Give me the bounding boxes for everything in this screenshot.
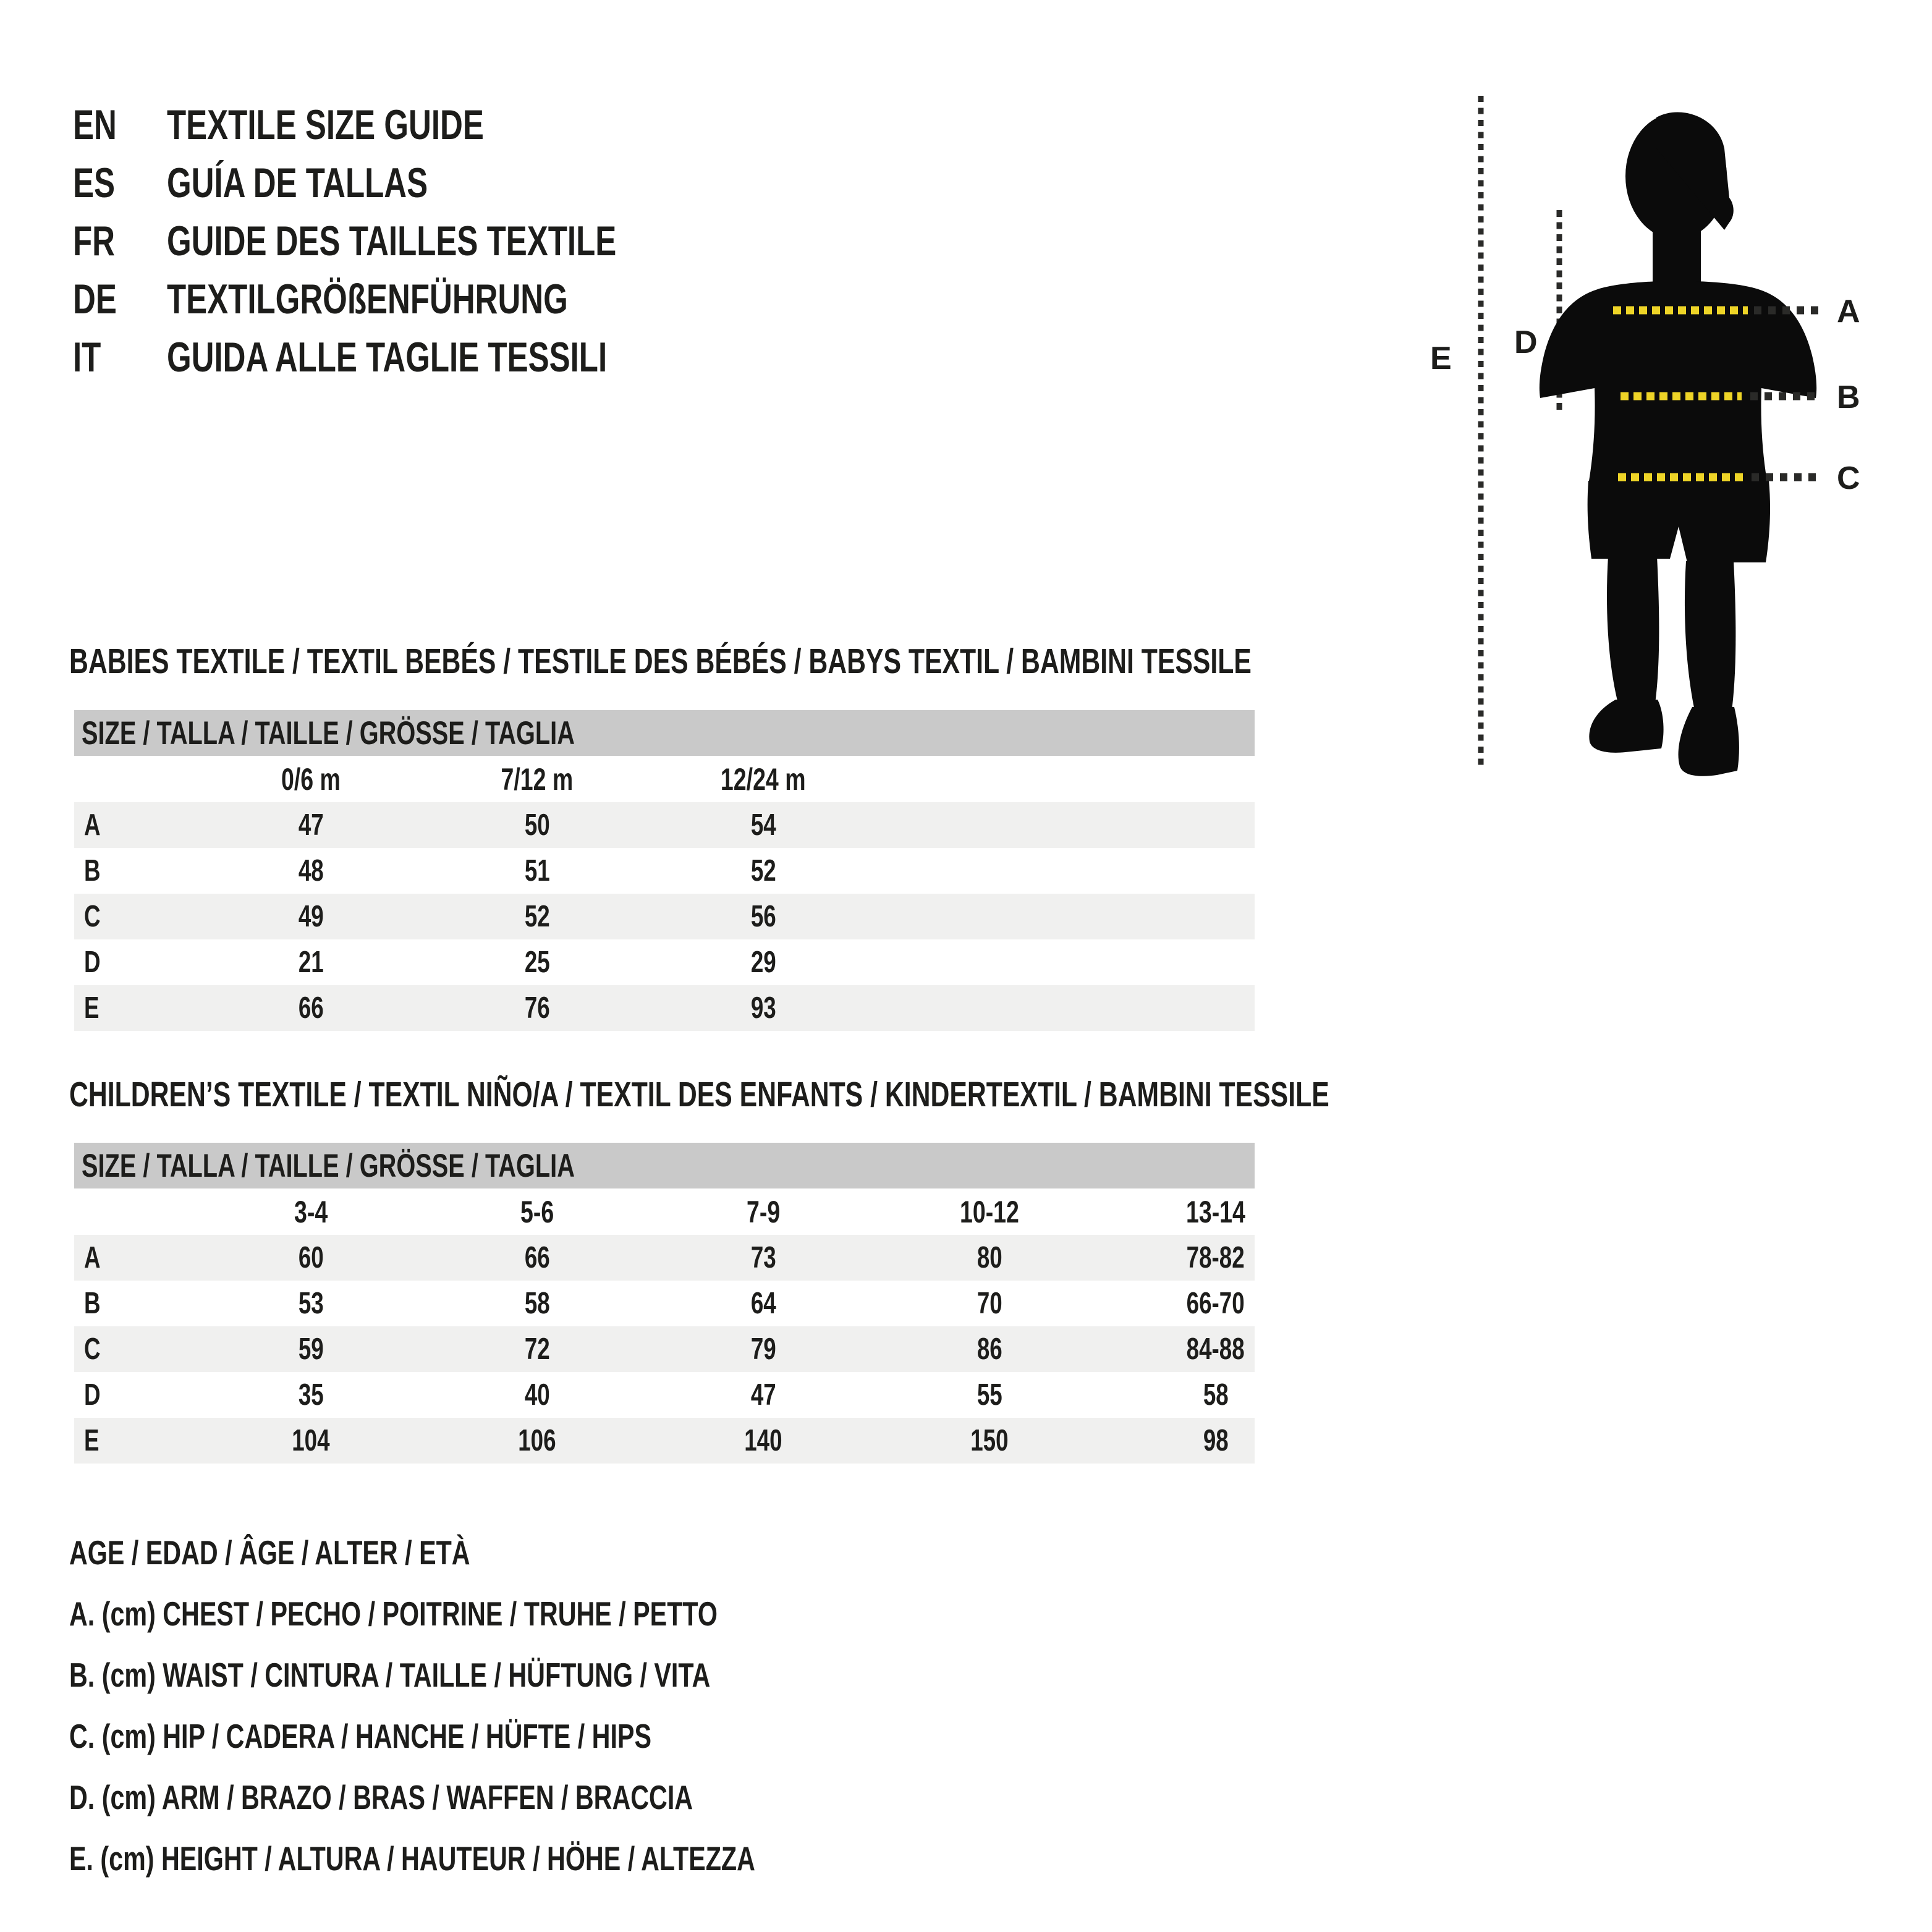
figure-label-d: D: [1514, 324, 1538, 360]
value-cell-text: 53: [298, 1287, 324, 1320]
value-cell: [424, 854, 650, 888]
row-label: [74, 991, 198, 1025]
value-cell-text: 56: [750, 900, 776, 933]
table-row: [74, 848, 1255, 894]
language-title: [167, 159, 515, 207]
value-cell: [198, 1423, 424, 1458]
value-cell: [876, 1286, 1103, 1321]
language-code: [73, 275, 167, 323]
value-cell-text: 35: [298, 1378, 324, 1412]
value-cell: [424, 1378, 650, 1412]
row-label-text: A: [84, 808, 101, 842]
value-cell-text: 29: [750, 946, 776, 979]
value-cell-text: 104: [292, 1424, 330, 1457]
column-header-cell-text: 0/6 m: [281, 761, 341, 797]
row-label: [74, 945, 198, 980]
table-row: [74, 1372, 1255, 1418]
legend-line: [69, 1522, 984, 1583]
value-cell-text: 140: [744, 1424, 782, 1457]
table-row: [74, 1281, 1255, 1326]
row-label: [74, 1240, 198, 1275]
value-cell-text: 55: [977, 1378, 1002, 1412]
legend-line-text: D. (cm) ARM / BRAZO / BRAS / WAFFEN / BRACCIA: [69, 1777, 693, 1816]
row-label-text: A: [84, 1241, 101, 1274]
column-header-cell-text: 7/12 m: [501, 761, 574, 797]
row-label: [74, 1378, 198, 1412]
children-size-table: [74, 1143, 1255, 1464]
babies-section-title: BABIES TEXTILE / TEXTIL BEBÉS / TESTILE DES BÉBÉS / BABYS TEXTIL / BAMBINI TESSILE: [69, 642, 1252, 681]
row-label-text: E: [84, 1424, 100, 1457]
value-cell: [650, 1286, 876, 1321]
language-title-text: TEXTILGRÖßENFÜHRUNG: [167, 276, 568, 323]
babies-size-table: [74, 710, 1255, 1031]
value-cell-text: 80: [977, 1241, 1002, 1274]
value-cell-text: 58: [1203, 1378, 1229, 1412]
value-cell-text: 64: [750, 1287, 776, 1320]
value-cell: [876, 1378, 1103, 1412]
value-cell: [650, 1378, 876, 1412]
value-cell: [1103, 1286, 1329, 1321]
column-header-cell-text: 3-4: [294, 1194, 328, 1229]
column-header-cell: [424, 761, 650, 797]
column-header-cell: [424, 1194, 650, 1230]
figure-label-e: E: [1430, 341, 1452, 376]
table-row: [74, 985, 1255, 1031]
column-header-cell-text: 10-12: [960, 1194, 1019, 1229]
column-header-cell: [650, 761, 876, 797]
row-label-text: B: [84, 1287, 101, 1320]
language-row: [73, 154, 766, 212]
legend-line-text: E. (cm) HEIGHT / ALTURA / HAUTEUR / HÖHE / ALTEZZA: [69, 1839, 755, 1878]
row-label-text: C: [84, 1332, 101, 1366]
legend-line-text: AGE / EDAD / ÂGE / ALTER / ETÀ: [69, 1533, 470, 1572]
language-title: [167, 217, 766, 265]
language-title: [167, 275, 701, 323]
value-cell-text: 86: [977, 1332, 1002, 1366]
value-cell: [650, 991, 876, 1025]
table-row: [74, 802, 1255, 848]
value-cell-text: 21: [298, 946, 324, 979]
value-cell-text: 51: [524, 854, 550, 888]
value-cell-text: 52: [750, 854, 776, 888]
figure-label-c: C: [1837, 460, 1860, 496]
language-code: [73, 101, 167, 149]
column-header-cell-text: 5-6: [520, 1194, 554, 1229]
row-label: [74, 854, 198, 888]
value-cell: [650, 1240, 876, 1275]
value-cell-text: 60: [298, 1241, 324, 1274]
language-code: [73, 159, 167, 207]
value-cell: [198, 1378, 424, 1412]
language-code-text: ES: [73, 159, 116, 206]
size-header-bar-text: SIZE / TALLA / TAILLE / GRÖSSE / TAGLIA: [82, 1147, 575, 1184]
value-cell-text: 106: [518, 1424, 556, 1457]
value-cell: [424, 1286, 650, 1321]
column-header-row: [74, 1188, 1255, 1235]
value-cell: [424, 1332, 650, 1366]
value-cell: [198, 1240, 424, 1275]
language-row: [73, 328, 766, 386]
table-row: [74, 894, 1255, 939]
value-cell-text: 59: [298, 1332, 324, 1366]
row-label: [74, 808, 198, 842]
value-cell-text: 54: [750, 808, 776, 842]
size-header-bar: [74, 710, 1255, 756]
value-cell: [650, 854, 876, 888]
language-code-text: DE: [73, 276, 117, 323]
legend-line: [69, 1644, 984, 1705]
table-row: [74, 1235, 1255, 1281]
children-section-title: CHILDREN’S TEXTILE / TEXTIL NIÑO/A / TEXTIL DES ENFANTS / KINDERTEXTIL / BAMBINI TESSILE: [69, 1075, 1329, 1114]
value-cell-text: 66: [298, 991, 324, 1025]
value-cell: [424, 1240, 650, 1275]
language-code-text: IT: [73, 334, 101, 381]
value-cell-text: 58: [524, 1287, 550, 1320]
value-cell-text: 47: [298, 808, 324, 842]
table-row: [74, 939, 1255, 985]
value-cell: [876, 1240, 1103, 1275]
column-header-cell: [198, 1194, 424, 1230]
row-label-text: B: [84, 854, 101, 888]
value-cell-text: 78-82: [1186, 1241, 1245, 1274]
size-header-bar: [74, 1143, 1255, 1188]
value-cell: [198, 808, 424, 842]
value-cell: [876, 1332, 1103, 1366]
value-cell: [1103, 1423, 1329, 1458]
legend-line: [69, 1766, 984, 1828]
value-cell-text: 76: [524, 991, 550, 1025]
value-cell: [198, 854, 424, 888]
column-header-cell-text: 12/24 m: [721, 761, 806, 797]
value-cell-text: 47: [750, 1378, 776, 1412]
table-row: [74, 1326, 1255, 1372]
value-cell: [424, 1423, 650, 1458]
legend-line: [69, 1583, 984, 1644]
value-cell: [650, 808, 876, 842]
column-header-cell: [650, 1194, 876, 1230]
language-code-text: EN: [73, 101, 117, 148]
legend-line-text: B. (cm) WAIST / CINTURA / TAILLE / HÜFTUNG / VITA: [69, 1655, 711, 1694]
language-title-list: [73, 96, 766, 386]
column-header-cell: [198, 761, 424, 797]
language-title-text: GUÍA DE TALLAS: [167, 159, 428, 206]
language-code-text: FR: [73, 218, 115, 265]
row-label-text: D: [84, 1378, 101, 1412]
value-cell: [198, 945, 424, 980]
language-title-text: TEXTILE SIZE GUIDE: [167, 101, 484, 148]
value-cell: [650, 1332, 876, 1366]
language-code: [73, 217, 167, 265]
row-label: [74, 1286, 198, 1321]
value-cell-text: 52: [524, 900, 550, 933]
value-cell: [650, 899, 876, 934]
value-cell-text: 98: [1203, 1424, 1229, 1457]
value-cell: [424, 991, 650, 1025]
value-cell-text: 84-88: [1186, 1332, 1245, 1366]
value-cell: [424, 808, 650, 842]
column-header-cell: [876, 1194, 1103, 1230]
value-cell-text: 70: [977, 1287, 1002, 1320]
value-cell: [650, 1423, 876, 1458]
value-cell: [424, 899, 650, 934]
row-label: [74, 1332, 198, 1366]
value-cell-text: 73: [750, 1241, 776, 1274]
figure-label-a: A: [1837, 294, 1860, 329]
value-cell: [198, 991, 424, 1025]
value-cell: [650, 945, 876, 980]
value-cell-text: 25: [524, 946, 550, 979]
value-cell: [1103, 1240, 1329, 1275]
row-label: [74, 899, 198, 934]
size-header-bar-text: SIZE / TALLA / TAILLE / GRÖSSE / TAGLIA: [82, 714, 575, 752]
legend-line-text: C. (cm) HIP / CADERA / HANCHE / HÜFTE / HIPS: [69, 1716, 651, 1755]
row-label: [74, 1423, 198, 1458]
value-cell: [424, 945, 650, 980]
value-cell-text: 79: [750, 1332, 776, 1366]
measurement-legend: [69, 1522, 984, 1889]
value-cell-text: 40: [524, 1378, 550, 1412]
language-row: [73, 212, 766, 270]
value-cell-text: 72: [524, 1332, 550, 1366]
value-cell-text: 49: [298, 900, 324, 933]
figure-label-b: B: [1837, 379, 1860, 415]
value-cell-text: 93: [750, 991, 776, 1025]
value-cell-text: 66-70: [1186, 1287, 1245, 1320]
legend-line: [69, 1705, 984, 1766]
language-title: [167, 333, 753, 381]
row-label-text: C: [84, 900, 101, 933]
legend-line: [69, 1828, 984, 1889]
row-label-text: D: [84, 946, 101, 979]
value-cell: [198, 899, 424, 934]
column-header-cell-text: 13-14: [1186, 1194, 1245, 1229]
value-cell-text: 50: [524, 808, 550, 842]
row-label-text: E: [84, 991, 100, 1025]
value-cell: [1103, 1332, 1329, 1366]
legend-line-text: A. (cm) CHEST / PECHO / POITRINE / TRUHE / PETTO: [69, 1594, 718, 1633]
language-title: [167, 101, 590, 149]
value-cell: [198, 1286, 424, 1321]
column-header-cell-text: 7-9: [746, 1194, 781, 1229]
value-cell-text: 150: [970, 1424, 1009, 1457]
language-title-text: GUIDE DES TAILLES TEXTILE: [167, 218, 617, 265]
value-cell: [876, 1423, 1103, 1458]
language-code: [73, 333, 167, 381]
column-header-row: [74, 756, 1255, 802]
value-cell: [198, 1332, 424, 1366]
language-row: [73, 96, 766, 154]
language-row: [73, 270, 766, 328]
value-cell: [1103, 1378, 1329, 1412]
table-row: [74, 1418, 1255, 1464]
value-cell-text: 48: [298, 854, 324, 888]
column-header-cell: [1103, 1194, 1329, 1230]
language-title-text: GUIDA ALLE TAGLIE TESSILI: [167, 334, 608, 381]
value-cell-text: 66: [524, 1241, 550, 1274]
